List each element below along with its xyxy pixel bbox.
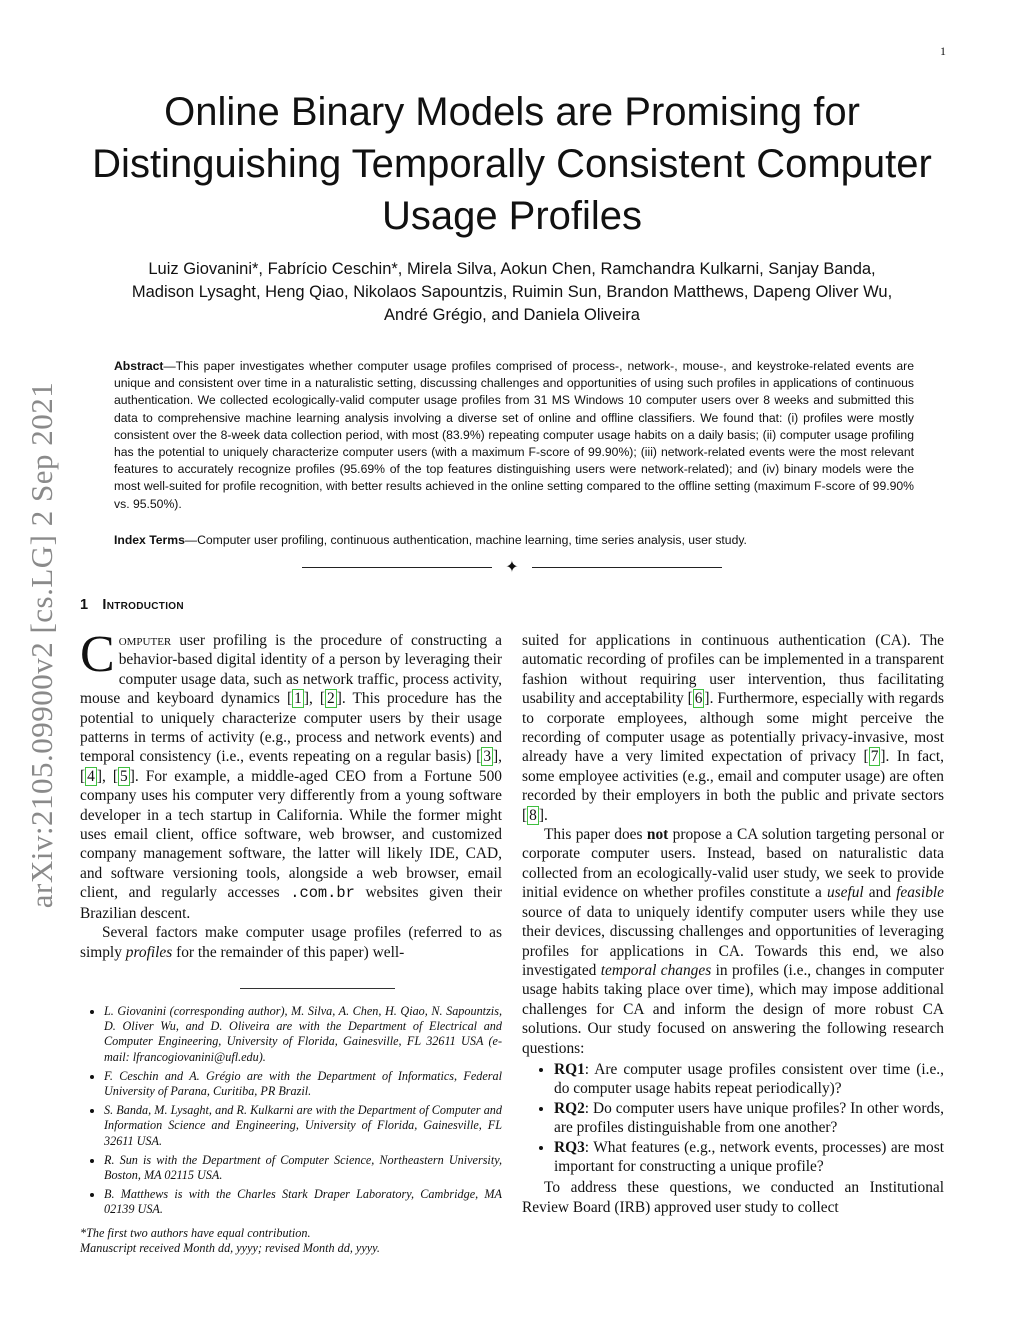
author-line: Madison Lysaght, Heng Qiao, Nikolaos Sapountzis, Ruimin Sun, Brandon Matthews, Dapeng Oliver Wu, bbox=[131, 283, 893, 301]
affiliation-item: • L. Giovanini (corresponding author), M. Silva, A. Chen, H. Qiao, N. Sapountzis, D. Oliver Wu, and D. Oliveira are with the Department of Electrical and Computer Engineering, University of Florida, Gainesville, FL 32611 USA (e-mail: lfrancogiovanini@ufl.edu). bbox=[104, 1004, 502, 1065]
page-number: 1 bbox=[940, 44, 946, 58]
paragraph-text: propose a CA solution targeting personal or corporate computer users. Instead, based on naturalistic data collected from an ecologically-valid user study, we seek to provide initial evidence on whether profiles constitute a bbox=[522, 826, 944, 902]
rq-text: : Do computer users have unique profiles? In other words, are profiles distinguishable from one another? bbox=[554, 1099, 944, 1137]
paragraph-text: for the remainder of this paper) well- bbox=[172, 943, 405, 961]
citation-link[interactable]: 2 bbox=[327, 690, 335, 708]
research-question-item bbox=[554, 1099, 944, 1138]
arxiv-stamp: arXiv:2105.09900v2 [cs.LG] 2 Sep 2021 bbox=[24, 381, 59, 909]
inline-code: .com.br bbox=[290, 884, 355, 903]
paragraph-text: . In fact, some employee activities (e.g., email and computer usage) are often recorded by their employers in both the public and private sectors bbox=[522, 748, 944, 805]
affiliation-item: • F. Ceschin and A. Grégio are with the Department of Informatics, Federal University of Parana, Curitiba, PR Brazil. bbox=[104, 1069, 502, 1099]
affiliation-item: • B. Matthews is with the Charles Stark Draper Laboratory, Cambridge, MA 02139 USA. bbox=[104, 1187, 502, 1217]
dropcap: C bbox=[80, 626, 115, 683]
paper-title: Online Binary Models are Promising for Distinguishing Temporally Consistent Computer Usage Profiles bbox=[92, 90, 932, 238]
citation-link[interactable]: 1 bbox=[294, 690, 302, 708]
paragraph: suited for applications in continuous authentication (CA). The automatic recording of profiles can be implemented in a transparent fashion without requiring user intervention, thus facilitating usability and acceptability [ 6 ]. Furthermore, especially with regards to corporate employees, although some might perceive the recording of computer usage as potentially privacy-invasive, most already have a very limited expectation of privacy [ 7 ]. In fact, some employee activities (e.g., email and computer usage) are often recorded by their employers in both the public and private sectors [ 8 ]. bbox=[522, 632, 944, 824]
author-list bbox=[80, 258, 944, 327]
paragraph: To address these questions, we conducted an Institutional Review Board (IRB) approved user study to collect bbox=[522, 1179, 944, 1216]
rq-text: : What features (e.g., network events, processes) are most important for constructing a unique profile? bbox=[554, 1138, 944, 1175]
section-title: Introduction bbox=[102, 597, 184, 613]
author-line: Luiz Giovanini*, Fabrício Ceschin*, Mirela Silva, Aokun Chen, Ramchandra Kulkarni, Sanjay Banda, bbox=[148, 260, 876, 278]
paragraph-text: . This procedure has the potential to uniquely characterize computer users by their usage patterns in terms of activity (e.g., process and network events) and temporal consistency (i.e., events repeating on a regular basis) bbox=[80, 690, 502, 766]
note-text: Manuscript received Month dd, yyyy; revised Month dd, yyyy. bbox=[80, 1240, 380, 1255]
paragraph bbox=[522, 825, 944, 1058]
emphasis: temporal changes bbox=[600, 961, 712, 979]
affiliation-list bbox=[80, 1004, 502, 1218]
rq-label: RQ3 bbox=[554, 1138, 585, 1156]
index-terms-label: Index Terms bbox=[114, 533, 185, 547]
equal-contribution-note bbox=[80, 1226, 502, 1256]
emphasis: feasible bbox=[896, 884, 944, 902]
section-divider bbox=[302, 560, 722, 576]
paragraph bbox=[80, 923, 502, 962]
paragraph-text: source of data to uniquely identify computer users while they use their devices, discussing challenges and opportunities of leveraging profiles for applications in CA. Towards this end, we also investigated bbox=[522, 903, 944, 979]
affiliation-item: • S. Banda, M. Lysaght, and R. Kulkarni are with the Department of Computer and Information Science and Engineering, University of Florida, Gainesville, FL 32611 USA. bbox=[104, 1103, 502, 1149]
rq-label: RQ2 bbox=[554, 1099, 585, 1117]
research-question-item bbox=[554, 1060, 944, 1099]
rq-text: : Are computer usage profiles consistent over time (i.e., do computer usage habits repeat periodically)? bbox=[554, 1060, 944, 1098]
section-heading bbox=[80, 597, 184, 613]
footnote-rule bbox=[240, 988, 395, 989]
paragraph-text: Several factors make computer usage profiles (referred to as simply bbox=[80, 924, 502, 961]
section-number: 1 bbox=[80, 597, 89, 613]
abstract-text: —This paper investigates whether computer usage profiles comprised of process-, network-, mouse-, and keystroke-related events are unique and consistent over time in a naturalistic setting, discussing challenges and opportunities of using such profiles in applications of continuous authentication. We collected ecologically-valid computer usage profiles from 31 MS Windows 10 computer users over 8 weeks and submitted this data to comprehensive machine learning analysis involving a diverse set of online and offline classifiers. We found that: (i) profiles were mostly consistent over the 8-week data collection period, with most (83.9%) repeating computer usage habits on a daily basis; (ii) computer usage profiling has the potential to uniquely characterize computer users (with a maximum F-score of 99.90%); (iii) network-related events were the most relevant features to accurately recognize profiles (95.69% of the top features distinguishing users were network-related); and (iv) binary models were the most well-suited for profile recognition, with better results achieved in the online setting compared to the offline setting (maximum F-score of 99.90% vs. 95.50%). bbox=[114, 359, 914, 511]
index-terms-text: —Computer user profiling, continuous authentication, machine learning, time series analysis, user study. bbox=[184, 533, 747, 547]
footnotes bbox=[80, 1004, 502, 1256]
paragraph-text: user profiling is the procedure of constructing a behavior-based digital identity of a person by leveraging their computer usage data, such as network traffic, process activity, mouse and keyboard dynamics bbox=[80, 632, 502, 708]
affiliation-item: • R. Sun is with the Department of Computer Science, Northeastern University, Boston, MA 02115 USA. bbox=[104, 1153, 502, 1183]
citation-link[interactable]: 6 bbox=[694, 690, 703, 708]
paragraph-text: suited for applications in continuous authentication (CA). The automatic recording of profiles can be implemented in a transparent fashion without requiring user intervention, thus facilitating usability and acceptability bbox=[522, 632, 944, 708]
bold-word: not bbox=[646, 826, 669, 844]
emphasis: useful bbox=[826, 884, 864, 902]
index-terms bbox=[114, 532, 914, 549]
divider-line-right bbox=[532, 567, 722, 568]
paragraph-text: websites given their Brazilian descent. bbox=[80, 884, 502, 922]
abstract bbox=[114, 358, 914, 513]
emphasis: profiles bbox=[125, 943, 173, 961]
left-column bbox=[80, 626, 502, 962]
research-questions bbox=[522, 1060, 944, 1176]
paragraph-text: . bbox=[543, 806, 548, 824]
paragraph-text: . For example, a middle-aged CEO from a Fortune 500 company uses his computer very differently from a young software developer in a tech startup in California. While the former might uses email client, office software, web browser, and customized company management software, the latter will likely IDE, CAD, and software versioning tools, alongside a web browser, email client, and regularly accesses bbox=[80, 767, 502, 902]
citation-link[interactable]: 7 bbox=[870, 748, 879, 766]
research-question-item bbox=[554, 1138, 944, 1177]
right-column bbox=[522, 631, 944, 1217]
paragraph-text: and bbox=[863, 884, 897, 902]
paragraph-text: . Furthermore, especially with regards to corporate employees, although some might perceive the recording of computer usage as potentially privacy-invasive, most already have a very limited expectation of privacy bbox=[522, 690, 944, 766]
citation-link[interactable]: 4 bbox=[87, 767, 95, 785]
smallcaps-lead: omputer bbox=[118, 632, 172, 649]
note-text: *The first two authors have equal contribution. bbox=[80, 1225, 311, 1240]
divider-star-icon: ✦ bbox=[505, 559, 519, 576]
citation-link[interactable]: 3 bbox=[483, 748, 492, 766]
author-line: André Grégio, and Daniela Oliveira bbox=[384, 306, 640, 324]
rq-label: RQ1 bbox=[554, 1060, 585, 1078]
intro-paragraph: Computer user profiling is the procedure of constructing a behavior-based digital identity of a person by leveraging their computer usage data, such as network traffic, process activity, mouse and keyboard dynamics [ 1 ], [ 2 ]. This procedure has the potential to uniquely characterize computer users by their usage patterns in terms of activity (e.g., process and network events) and temporal consistency (i.e., events repeating on a regular basis) [ 3 ], [ 4 ], [ 5 ]. For example, a middle-aged CEO from a Fortune 500 company uses his computer very differently from a young software developer in a tech startup in California. While the former might uses email client, office software, web browser, and customized company management software, the latter will likely IDE, CAD, and software versioning tools, alongside a web browser, email client, and regularly accesses .com.br websites given their Brazilian descent. bbox=[80, 626, 502, 922]
abstract-label: Abstract bbox=[114, 359, 164, 373]
paragraph-text: in profiles (i.e., changes in computer usage habits taking place over time), which may impose additional challenges for CA and inform the design of more robust CA solutions. Our study focused on answering the following research questions: bbox=[522, 961, 944, 1057]
divider-line-left bbox=[302, 567, 492, 568]
paragraph-text: This paper does bbox=[544, 826, 647, 844]
citation-link[interactable]: 5 bbox=[120, 767, 128, 785]
citation-link[interactable]: 8 bbox=[529, 806, 537, 824]
